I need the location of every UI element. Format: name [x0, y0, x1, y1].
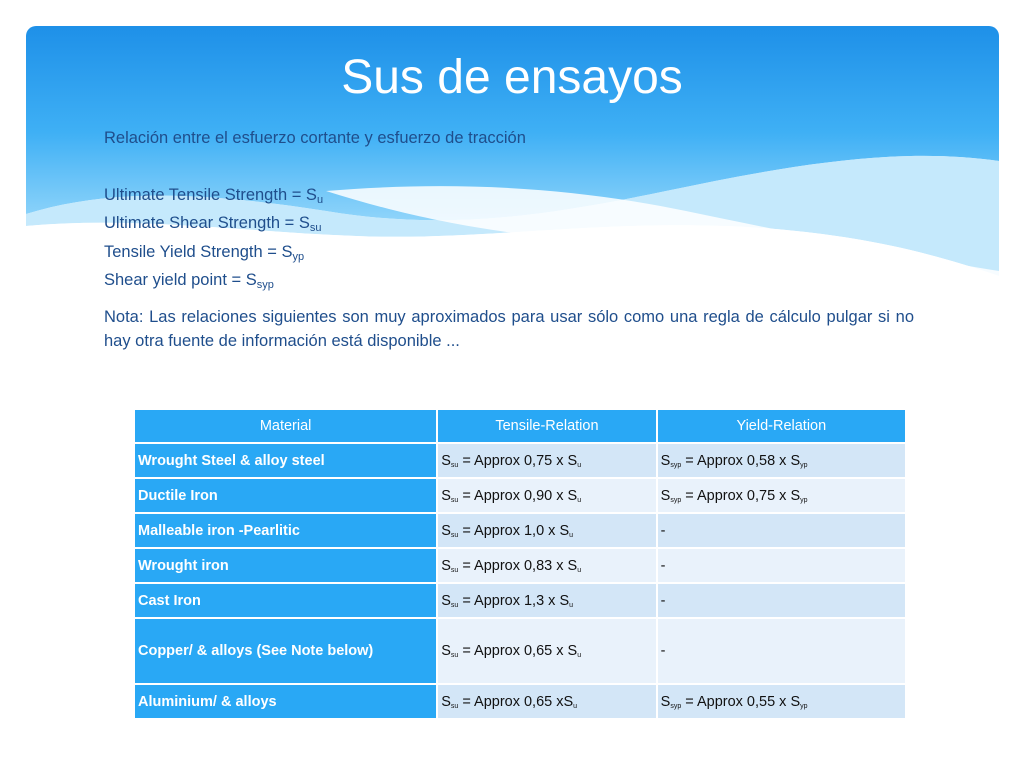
yield-cell: $S_{syp}$ = Approx 0,75 x $S_{yp}$	[657, 478, 906, 513]
yield-cell: -	[657, 618, 906, 684]
table-header-row	[134, 409, 906, 443]
table-row	[134, 443, 906, 478]
material-cell: Cast Iron	[134, 583, 437, 618]
material-cell: Copper/ & alloys (See Note below)	[134, 618, 437, 684]
tensile-cell: $S_{su}$ = Approx 0,75 x $S_u$	[437, 443, 656, 478]
slide-body	[104, 124, 914, 353]
tensile-cell: $S_{su}$ = Approx 1,0 x $S_u$	[437, 513, 656, 548]
intro-text: Relación entre el esfuerzo cortante y esfuerzo de tracción	[104, 129, 526, 147]
definition-tys: Tensile Yield Strength = $S_{yp}$	[104, 242, 305, 263]
material-cell: Ductile Iron	[134, 478, 437, 513]
definition-uss: Ultimate Shear Strength = $S_{su}$	[104, 214, 322, 234]
header-yield: Yield-Relation	[657, 409, 906, 443]
note-text: Nota: Las relaciones siguientes son muy aproximados para usar sólo como una regla de cálculo pulgar si no hay otra fuente de información está disponible ...	[104, 307, 914, 350]
material-cell: Aluminium/ & alloys	[134, 684, 437, 719]
tensile-cell: $S_{su}$ = Approx 1,3 x $S_u$	[437, 583, 656, 618]
tensile-cell: $S_{su}$ = Approx 0,83 x $S_u$	[437, 548, 656, 583]
definition-syp: Shear yield point = $S_{syp}$	[104, 271, 274, 291]
yield-cell: $S_{syp}$ = Approx 0,55 x $S_{yp}$	[657, 684, 906, 719]
table-row	[134, 618, 906, 684]
table-row	[134, 684, 906, 719]
yield-cell: $S_{syp}$ = Approx 0,58 x $S_{yp}$	[657, 443, 906, 478]
table-row	[134, 583, 906, 618]
page-title: Sus de ensayos	[341, 51, 683, 104]
definition-uts: Ultimate Tensile Strength = $S_u$	[104, 185, 324, 206]
material-cell: Wrought iron	[134, 548, 437, 583]
header-tensile: Tensile-Relation	[437, 409, 656, 443]
tensile-cell: $S_{su}$ = Approx 0,65 x $S_u$	[437, 618, 656, 684]
relations-table	[133, 408, 907, 720]
table-row	[134, 548, 906, 583]
yield-cell: -	[657, 513, 906, 548]
tensile-cell: $S_{su}$ = Approx 0,90 x $S_u$	[437, 478, 656, 513]
material-cell: Wrought Steel & alloy steel	[134, 443, 437, 478]
table-row	[134, 478, 906, 513]
material-cell: Malleable iron -Pearlitic	[134, 513, 437, 548]
yield-cell: -	[657, 548, 906, 583]
header-material: Material	[134, 409, 437, 443]
table-row	[134, 513, 906, 548]
yield-cell: -	[657, 583, 906, 618]
tensile-cell: $S_{su}$ = Approx 0,65 $xS_u$	[437, 684, 656, 719]
